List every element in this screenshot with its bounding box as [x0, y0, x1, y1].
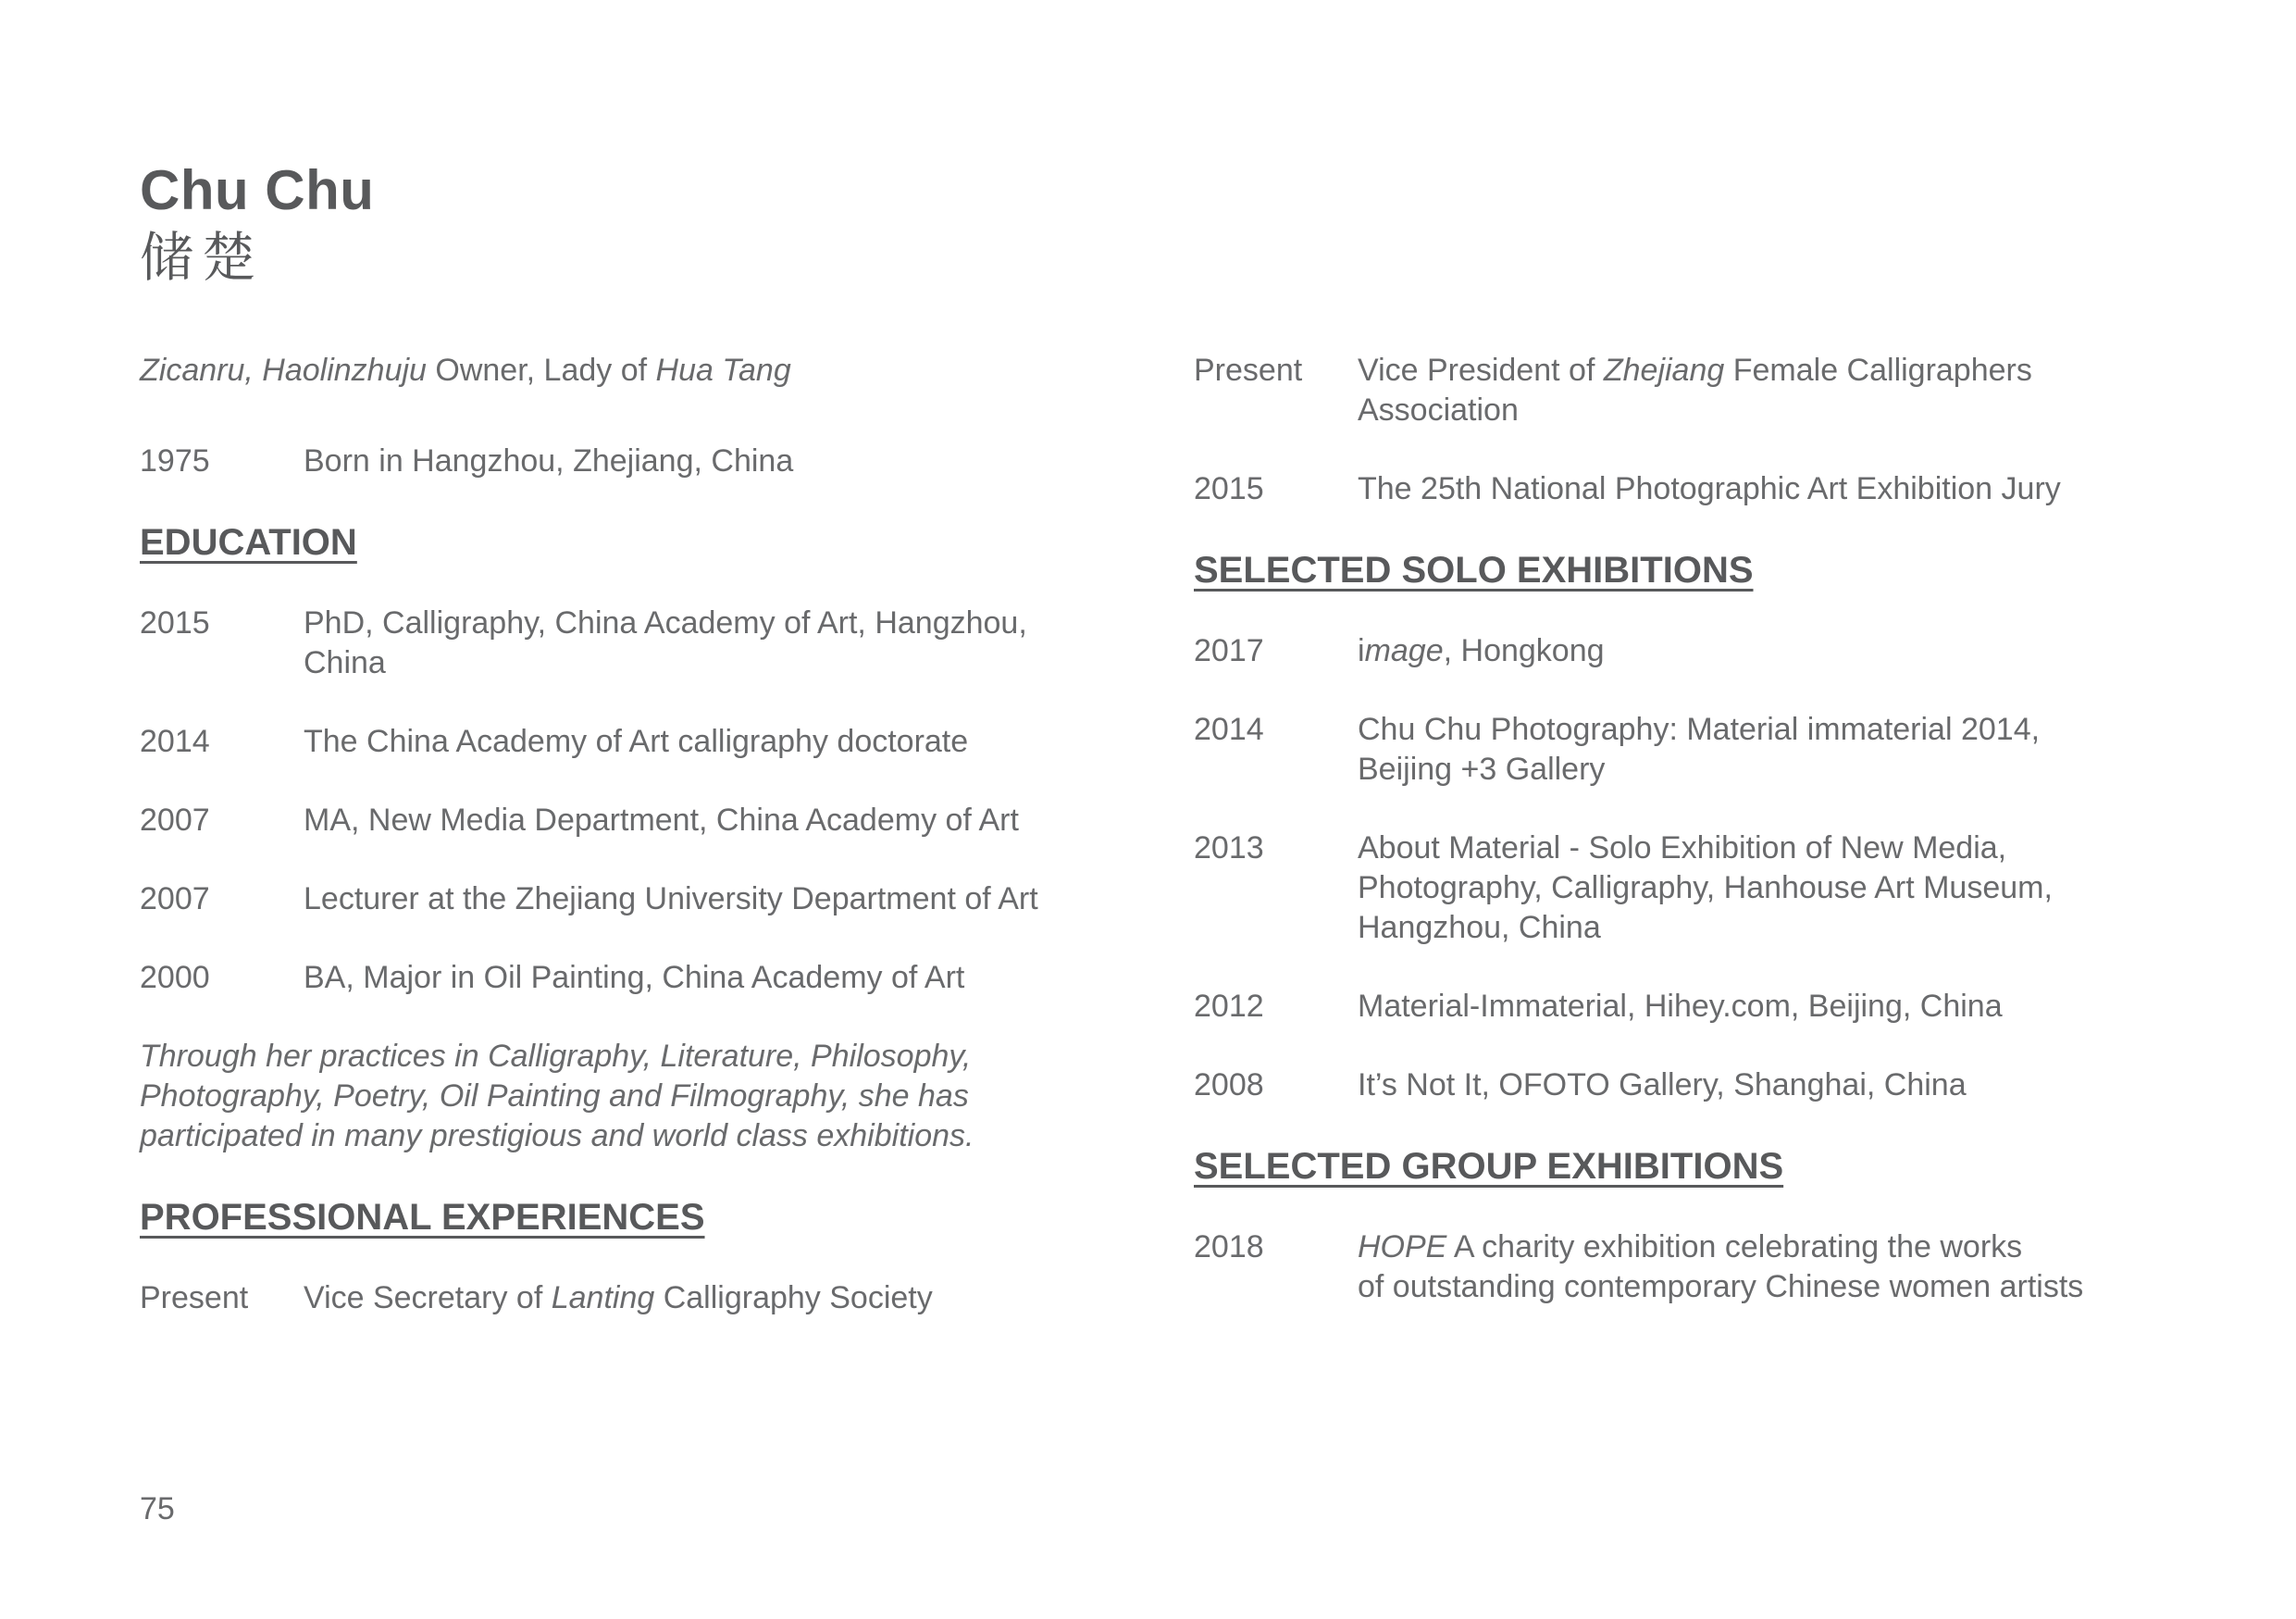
- entry-year-label: 2017: [1194, 633, 1264, 668]
- text-run: Through her practices in Calligraphy, Literature, Philosophy,: [140, 1039, 972, 1074]
- entry-year-label: 2018: [1194, 1229, 1264, 1264]
- entry-description: [1358, 351, 2281, 430]
- text-run: of outstanding contemporary Chinese women artists: [1358, 1269, 2084, 1304]
- solo-exhibitions-heading: SELECTED SOLO EXHIBITIONS: [1194, 550, 1754, 591]
- entry-year-label: Present: [140, 1280, 249, 1315]
- text-run: Material-Immaterial, Hihey.com, Beijing, China: [1358, 989, 2003, 1024]
- entry-description: [304, 958, 1204, 998]
- group-exhibitions-heading: SELECTED GROUP EXHIBITIONS: [1194, 1146, 1784, 1187]
- education-entry-list: [140, 604, 1204, 998]
- text-run: participated in many prestigious and world class exhibitions.: [140, 1118, 974, 1153]
- text-run: Vice President of: [1358, 353, 1604, 388]
- professional-entry-list: [140, 1278, 1204, 1318]
- cv-entry: [140, 1278, 1204, 1318]
- intro-line: [140, 351, 1204, 391]
- entry-year-label: 2014: [1194, 712, 1264, 747]
- text-run: The 25th National Photographic Art Exhibition Jury: [1358, 471, 2061, 506]
- text-run: Chu Chu Photography: Material immaterial 2014,: [1358, 712, 2041, 747]
- text-run: Vice Secretary of: [304, 1280, 552, 1315]
- entry-year-label: 2015: [1194, 471, 1264, 506]
- entry-description: [1358, 1227, 2281, 1307]
- cv-entry: [140, 604, 1204, 683]
- current-roles-entry-list: [1194, 351, 2281, 509]
- artist-name-chinese: 储楚: [140, 228, 265, 288]
- text-run: Lecturer at the Zhejiang University Department of Art: [304, 881, 1038, 916]
- text-run: The China Academy of Art calligraphy doctorate: [304, 724, 969, 759]
- text-run: Owner, Lady of: [426, 353, 656, 388]
- text-run: PhD, Calligraphy, China Academy of Art, Hangzhou,: [304, 605, 1027, 641]
- cv-entry: [1194, 631, 2281, 671]
- entry-year-label: 2007: [140, 803, 210, 838]
- entry-description: [304, 879, 1204, 919]
- entry-description: [1358, 828, 2281, 948]
- page-number: 75: [140, 1491, 175, 1526]
- entry-description: [304, 722, 1204, 762]
- cv-entry: [140, 879, 1204, 919]
- cv-entry: [140, 442, 1204, 481]
- entry-year-label: 2013: [1194, 830, 1264, 866]
- entry-year-label: 2008: [1194, 1067, 1264, 1102]
- text-run: China: [304, 645, 386, 680]
- cv-entry: [140, 801, 1204, 841]
- cv-entry: [1194, 469, 2281, 509]
- entry-description: [304, 801, 1204, 841]
- solo-exhibitions-entry-list: [1194, 631, 2281, 1105]
- cv-entry: [1194, 1065, 2281, 1105]
- text-run: About Material - Solo Exhibition of New Media,: [1358, 830, 2007, 866]
- entry-year-label: 2000: [140, 960, 210, 995]
- text-run: It’s Not It, OFOTO Gallery, Shanghai, China: [1358, 1067, 1967, 1102]
- birth-entry-list: [140, 442, 1204, 481]
- cv-entry: [140, 958, 1204, 998]
- right-column: [1194, 351, 2281, 1346]
- text-run: Photography, Poetry, Oil Painting and Filmography, she has: [140, 1078, 969, 1114]
- entry-year-label: 1975: [140, 443, 210, 479]
- bio-paragraph: [140, 1037, 1204, 1156]
- text-run: Female Calligraphers: [1724, 353, 2032, 388]
- professional-experiences-heading: PROFESSIONAL EXPERIENCES: [140, 1197, 705, 1238]
- text-run: Photography, Calligraphy, Hanhouse Art Museum,: [1358, 870, 2053, 905]
- italic-text-run: HOPE: [1358, 1229, 1447, 1264]
- text-run: Calligraphy Society: [654, 1280, 933, 1315]
- italic-text-run: Lanting: [551, 1280, 655, 1315]
- cv-entry: [1194, 828, 2281, 948]
- entry-description: [1358, 631, 2281, 671]
- cv-entry: [1194, 987, 2281, 1027]
- group-exhibitions-entry-list: [1194, 1227, 2281, 1307]
- entry-description: [1358, 469, 2281, 509]
- italic-text-run: Zicanru, Haolinzhuju: [140, 353, 427, 388]
- artist-name: Chu Chu: [140, 159, 375, 221]
- education-heading: EDUCATION: [140, 522, 357, 563]
- entry-year-label: 2007: [140, 881, 210, 916]
- entry-description: [304, 442, 1204, 481]
- entry-description: [304, 1278, 1204, 1318]
- text-run: i: [1358, 633, 1365, 668]
- page-header: [140, 158, 374, 289]
- text-run: Hangzhou, China: [1358, 910, 1601, 945]
- cv-entry: [1194, 351, 2281, 430]
- entry-description: [1358, 710, 2281, 790]
- entry-year-label: 2014: [140, 724, 210, 759]
- italic-text-run: Hua Tang: [655, 353, 791, 388]
- text-run: BA, Major in Oil Painting, China Academy of Art: [304, 960, 965, 995]
- entry-description: [1358, 987, 2281, 1027]
- text-run: Beijing +3 Gallery: [1358, 752, 1606, 787]
- left-column: [140, 351, 1204, 1357]
- text-run: Association: [1358, 392, 1519, 428]
- entry-year-label: 2015: [140, 605, 210, 641]
- italic-text-run: mage: [1364, 633, 1444, 668]
- entry-description: [304, 604, 1204, 683]
- cv-entry: [1194, 710, 2281, 790]
- text-run: MA, New Media Department, China Academy of Art: [304, 803, 1019, 838]
- text-run: , Hongkong: [1443, 633, 1605, 668]
- entry-year-label: Present: [1194, 353, 1303, 388]
- text-run: Born in Hangzhou, Zhejiang, China: [304, 443, 794, 479]
- entry-description: [1358, 1065, 2281, 1105]
- italic-text-run: Zhejiang: [1603, 353, 1725, 388]
- text-run: A charity exhibition celebrating the works: [1446, 1229, 2023, 1264]
- cv-entry: [140, 722, 1204, 762]
- entry-year-label: 2012: [1194, 989, 1264, 1024]
- cv-entry: [1194, 1227, 2281, 1307]
